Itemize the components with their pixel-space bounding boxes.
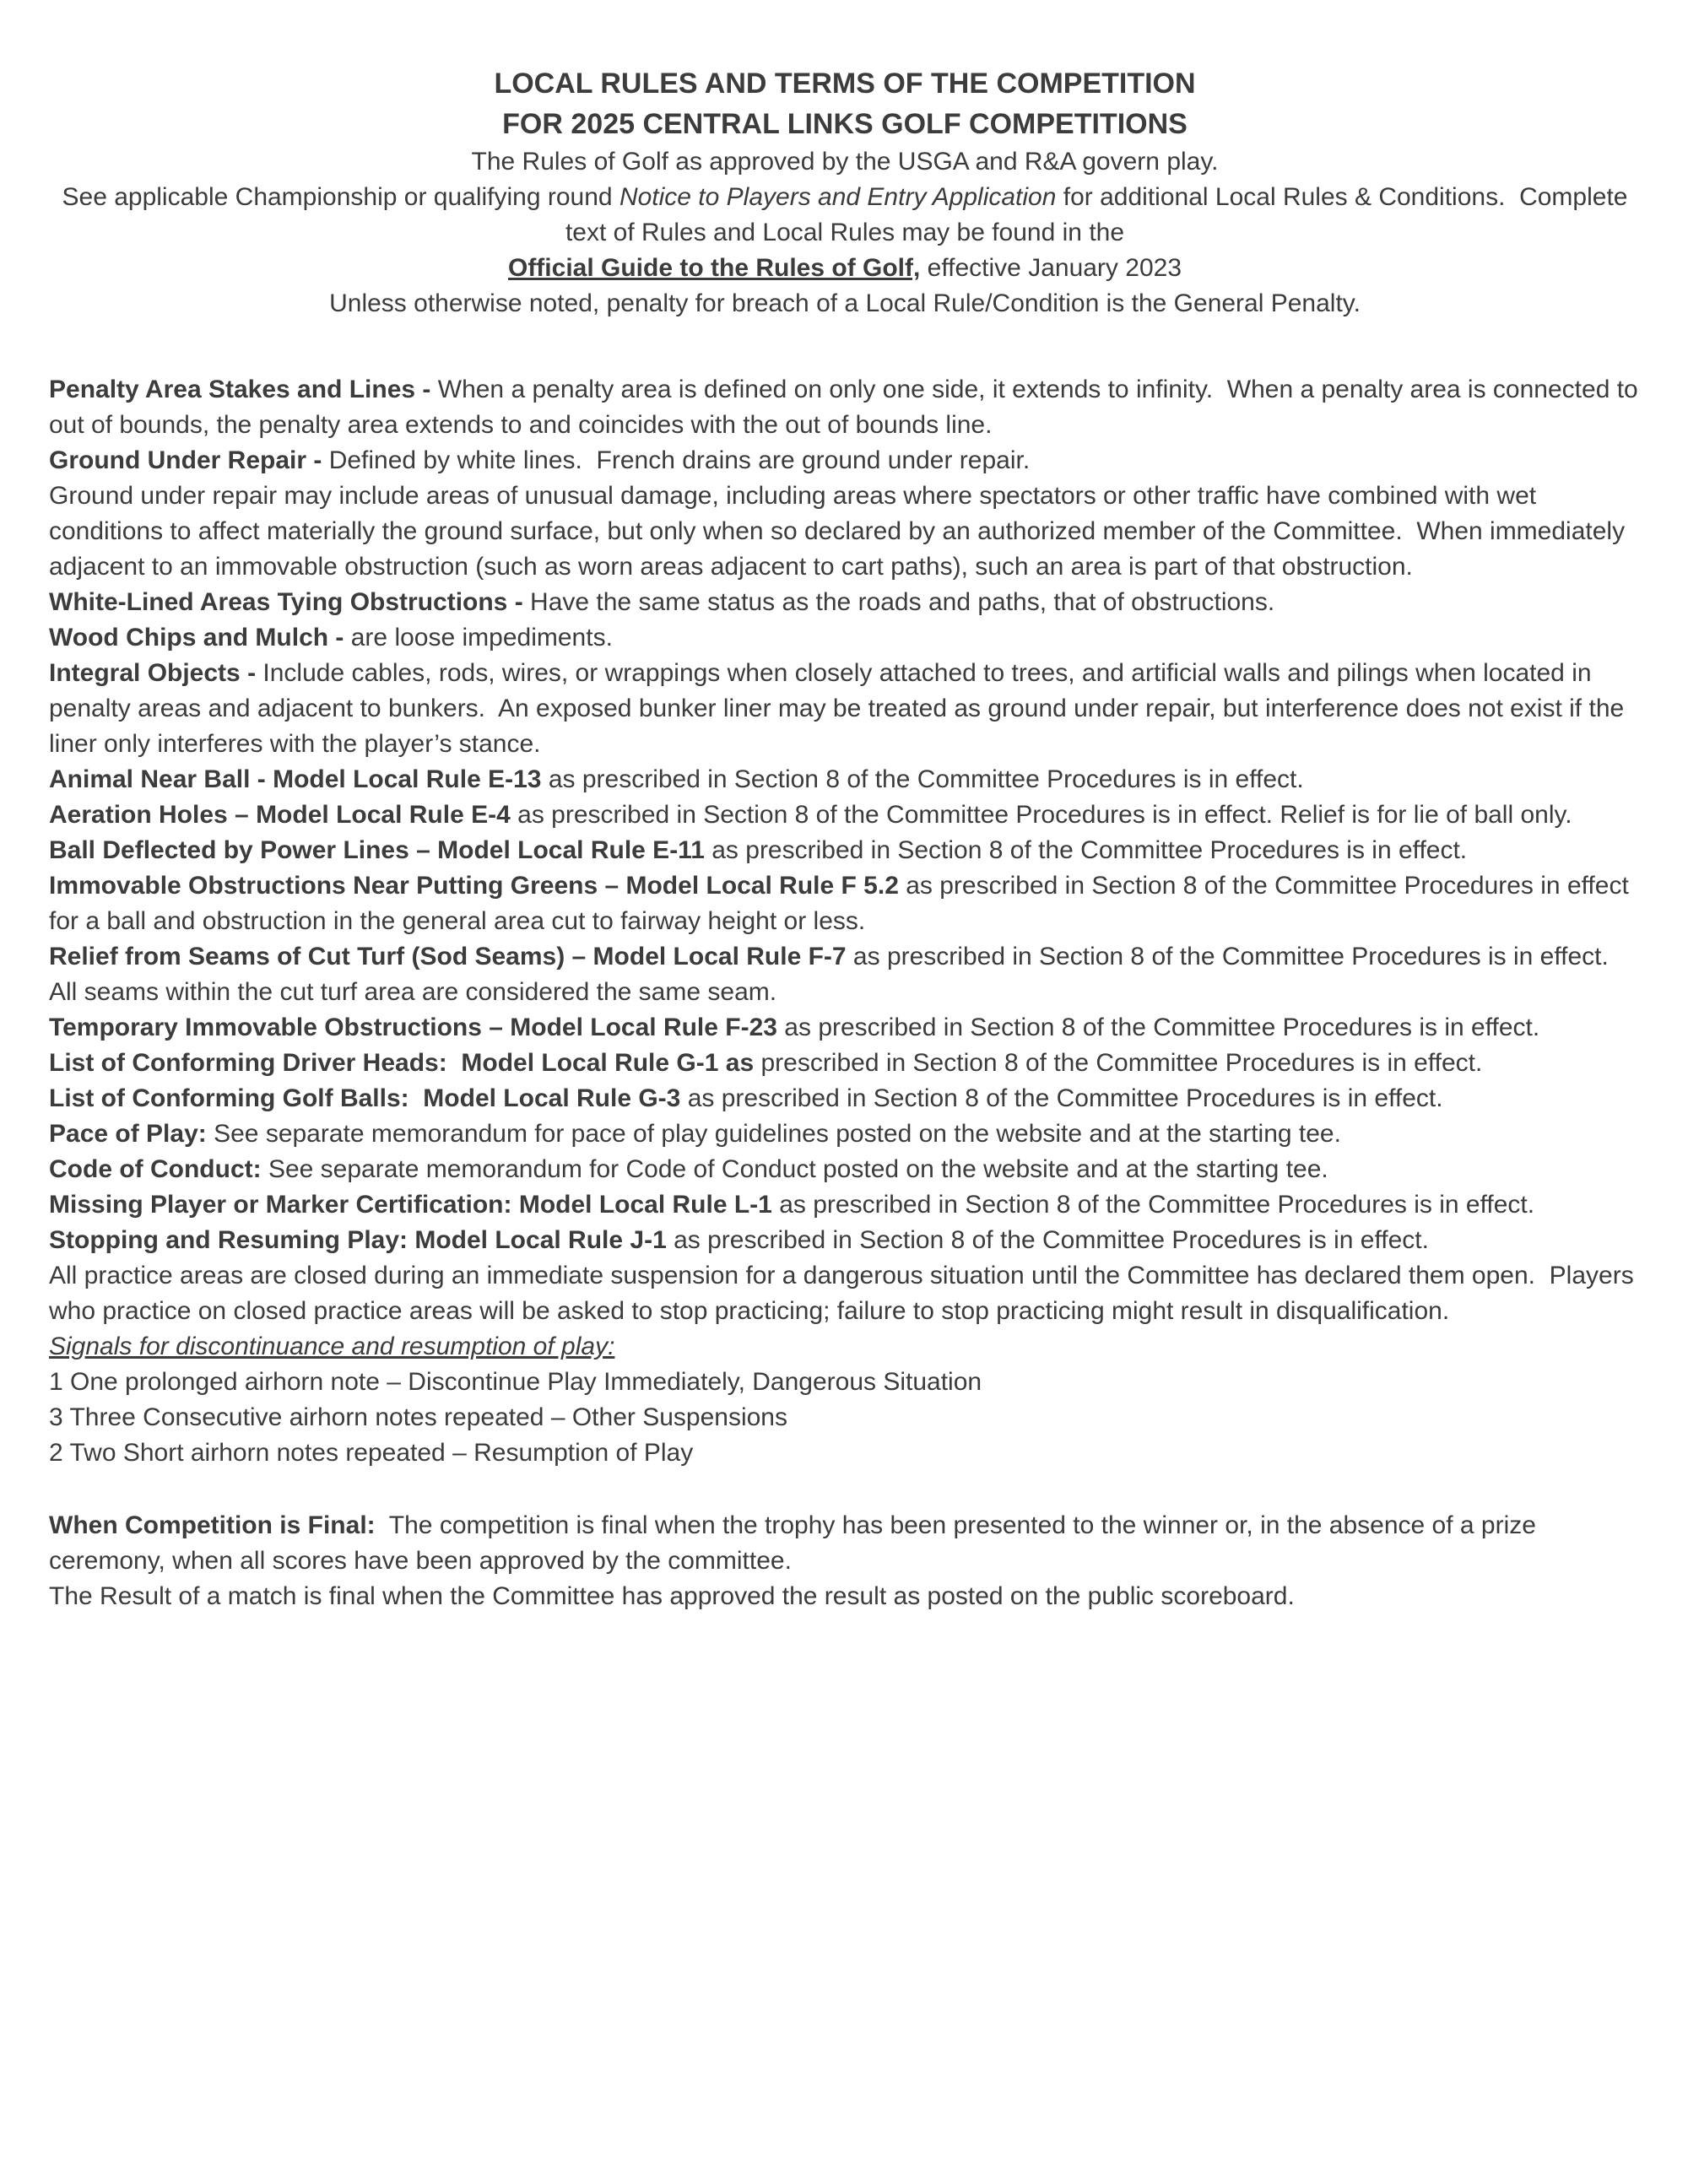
signals-heading [49, 1329, 1641, 1365]
paragraph-temporary-immovable-obstructions [49, 1010, 1641, 1046]
signal-item-text-1: 1 One prolonged airhorn note – Discontinue Play Immediately, Dangerous Situation [49, 1368, 982, 1397]
paragraph-integral-objects [49, 656, 1641, 762]
paragraph-missing-player-certification [49, 1187, 1641, 1223]
paragraph-conforming-golf-balls [49, 1081, 1641, 1116]
paragraph-text-white-lined-areas: Have the same status as the roads and paths, that of obstructions. [530, 588, 1275, 617]
header-guide-line [49, 251, 1641, 286]
paragraph-competition-final [49, 1508, 1641, 1579]
paragraph-text-wood-chips: are loose impediments. [350, 624, 613, 652]
paragraph-text-aeration-holes: as prescribed in Section 8 of the Committee Procedures is in effect. Relief is for lie of ball only. [510, 801, 1572, 830]
paragraph-lead-power-lines: Ball Deflected by Power Lines – Model Local Rule E-11 [49, 836, 705, 865]
doc-title-line1: LOCAL RULES AND TERMS OF THE COMPETITION [494, 68, 1196, 100]
paragraph-text-temporary-obstructions: as prescribed in Section 8 of the Committee Procedures is in effect. [776, 1014, 1540, 1042]
paragraph-white-lined-areas [49, 585, 1641, 620]
signal-item-text-3: 2 Two Short airhorn notes repeated – Resumption of Play [49, 1439, 694, 1468]
header-see-pre: See applicable Championship or qualifying round [62, 183, 619, 212]
paragraph-text-competition-final: The competition is final when the trophy has been presented to the winner or, in the absence of a prize ceremony, when all scores have been approved by the committee. [49, 1511, 1544, 1576]
paragraph-conforming-driver-heads [49, 1046, 1641, 1081]
paragraph-lead-missing-player: Missing Player or Marker Certification: Model Local Rule L-1 [49, 1191, 772, 1219]
paragraph-match-result-final [49, 1579, 1641, 1614]
paragraph-lead-code-of-conduct: Code of Conduct: [49, 1155, 262, 1184]
paragraph-text-pace-of-play: See separate memorandum for pace of play guidelines posted on the website and at the starting tee. [206, 1120, 1341, 1149]
paragraph-lead-integral-objects: Integral Objects - [49, 659, 263, 688]
signal-item-two-notes [49, 1435, 1641, 1471]
header-penalty-note: Unless otherwise noted, penalty for breach of a Local Rule/Condition is the General Penalty. [329, 289, 1361, 318]
paragraph-ball-deflected-power-lines [49, 833, 1641, 868]
paragraph-ground-under-repair [49, 443, 1641, 478]
paragraph-sod-seams [49, 939, 1641, 1010]
paragraph-lead-ground-under-repair: Ground Under Repair - [49, 446, 329, 475]
paragraph-lead-wood-chips: Wood Chips and Mulch - [49, 624, 351, 652]
paragraph-text-stopping-resuming: as prescribed in Section 8 of the Committee Procedures is in effect. [666, 1226, 1429, 1255]
paragraph-lead-white-lined-areas: White-Lined Areas Tying Obstructions - [49, 588, 531, 617]
paragraph-lead-stopping-resuming: Stopping and Resuming Play: Model Local Rule J-1 [49, 1226, 667, 1255]
paragraph-ground-under-repair-detail [49, 478, 1641, 585]
signals-heading-text: Signals for discontinuance and resumption of play: [49, 1333, 615, 1361]
paragraph-lead-immovable-obstructions: Immovable Obstructions Near Putting Greens – Model Local Rule F 5.2 [49, 872, 899, 900]
header-guide-title: Official Guide to the Rules of Golf, [507, 254, 921, 283]
paragraph-lead-golf-balls: List of Conforming Golf Balls: Model Local Rule G-3 [49, 1084, 681, 1113]
header-rules-line: The Rules of Golf as approved by the USGA and R&A govern play. [471, 148, 1219, 176]
paragraph-immovable-obstructions-greens [49, 868, 1641, 939]
paragraph-text-code-of-conduct: See separate memorandum for Code of Conduct posted on the website and at the starting tee. [261, 1155, 1328, 1184]
paragraph-lead-animal-near-ball: Animal Near Ball - Model Local Rule E-13 [49, 765, 542, 794]
paragraph-wood-chips-mulch [49, 620, 1641, 656]
header-see-applicable-line [49, 180, 1641, 251]
paragraph-text-golf-balls: as prescribed in Section 8 of the Committee Procedures is in effect. [680, 1084, 1443, 1113]
paragraph-pace-of-play [49, 1116, 1641, 1152]
document-header [49, 64, 1641, 322]
paragraph-practice-areas-closed [49, 1258, 1641, 1329]
document-body [49, 372, 1646, 1614]
signal-item-text-2: 3 Three Consecutive airhorn notes repeated – Other Suspensions [49, 1403, 787, 1432]
paragraph-text-match-result: The Result of a match is final when the Committee has approved the result as posted on the public scoreboard. [49, 1582, 1295, 1611]
header-see-post: for additional Local Rules & Conditions. Complete text of Rules and Local Rules may be found in the [565, 183, 1635, 247]
paragraph-text-practice-areas: All practice areas are closed during an immediate suspension for a dangerous situation until the Committee has declared them open. Players who practice on closed practice areas will be asked to stop practicing; failure to stop practicing might result in disqualification. [49, 1262, 1642, 1326]
paragraph-animal-near-ball [49, 762, 1641, 797]
doc-title-line2: FOR 2025 CENTRAL LINKS GOLF COMPETITIONS [502, 107, 1188, 140]
paragraph-text-missing-player: as prescribed in Section 8 of the Committee Procedures is in effect. [771, 1191, 1535, 1219]
header-notice-italic: Notice to Players and Entry Application [619, 183, 1057, 212]
paragraph-text-immovable-obstructions: as prescribed in Section 8 of the Committee Procedures in effect for a ball and obstruction in the general area cut to fairway height or less. [49, 872, 1637, 936]
signal-item-three-notes [49, 1400, 1641, 1435]
paragraph-text-power-lines: as prescribed in Section 8 of the Committee Procedures is in effect. [704, 836, 1468, 865]
paragraph-text-animal-near-ball: as prescribed in Section 8 of the Committee Procedures is in effect. [541, 765, 1304, 794]
paragraph-text-integral-objects: Include cables, rods, wires, or wrappings when closely attached to trees, and artificial walls and pilings when located in penalty areas and adjacent to bunkers. An exposed bunker liner may be treated as ground under repair, but interference does not exist if the liner only interferes with the player’s stance. [49, 659, 1631, 759]
header-guide-effective: effective January 2023 [920, 254, 1182, 283]
paragraph-aeration-holes [49, 797, 1641, 833]
paragraph-penalty-area-stakes [49, 372, 1646, 443]
paragraph-lead-competition-final: When Competition is Final: [49, 1511, 376, 1540]
paragraph-lead-driver-heads: List of Conforming Driver Heads: Model Local Rule G-1 as [49, 1049, 755, 1078]
paragraph-text-gur-detail: Ground under repair may include areas of unusual damage, including areas where spectators or other traffic have combined with wet conditions to affect materially the ground surface, but only when so declared by an authorized member of the Committee. When immediately adjacent to an immovable obstruction (such as worn areas adjacent to cart paths), such an area is part of that obstruction. [49, 482, 1632, 581]
signal-item-prolonged-note [49, 1365, 1641, 1400]
paragraph-text-ground-under-repair: Defined by white lines. French drains are ground under repair. [328, 446, 1031, 475]
paragraph-lead-penalty-area: Penalty Area Stakes and Lines - [49, 376, 438, 404]
paragraph-lead-temporary-obstructions: Temporary Immovable Obstructions – Model Local Rule F-23 [49, 1014, 777, 1042]
paragraph-text-driver-heads: prescribed in Section 8 of the Committee Procedures is in effect. [754, 1049, 1483, 1078]
paragraph-stopping-resuming-play [49, 1223, 1641, 1258]
paragraph-text-penalty-area: When a penalty area is defined on only one side, it extends to infinity. When a penalty area is connected to out of bounds, the penalty area extends to and coincides with the out of bounds line. [49, 376, 1646, 440]
paragraph-text-sod-seams: as prescribed in Section 8 of the Committee Procedures is in effect. All seams within the cut turf area are considered the same seam. [49, 943, 1615, 1007]
paragraph-code-of-conduct [49, 1152, 1641, 1187]
paragraph-lead-pace-of-play: Pace of Play: [49, 1120, 207, 1149]
paragraph-lead-aeration-holes: Aeration Holes – Model Local Rule E-4 [49, 801, 511, 830]
paragraph-lead-sod-seams: Relief from Seams of Cut Turf (Sod Seams) – Model Local Rule F-7 [49, 943, 847, 971]
